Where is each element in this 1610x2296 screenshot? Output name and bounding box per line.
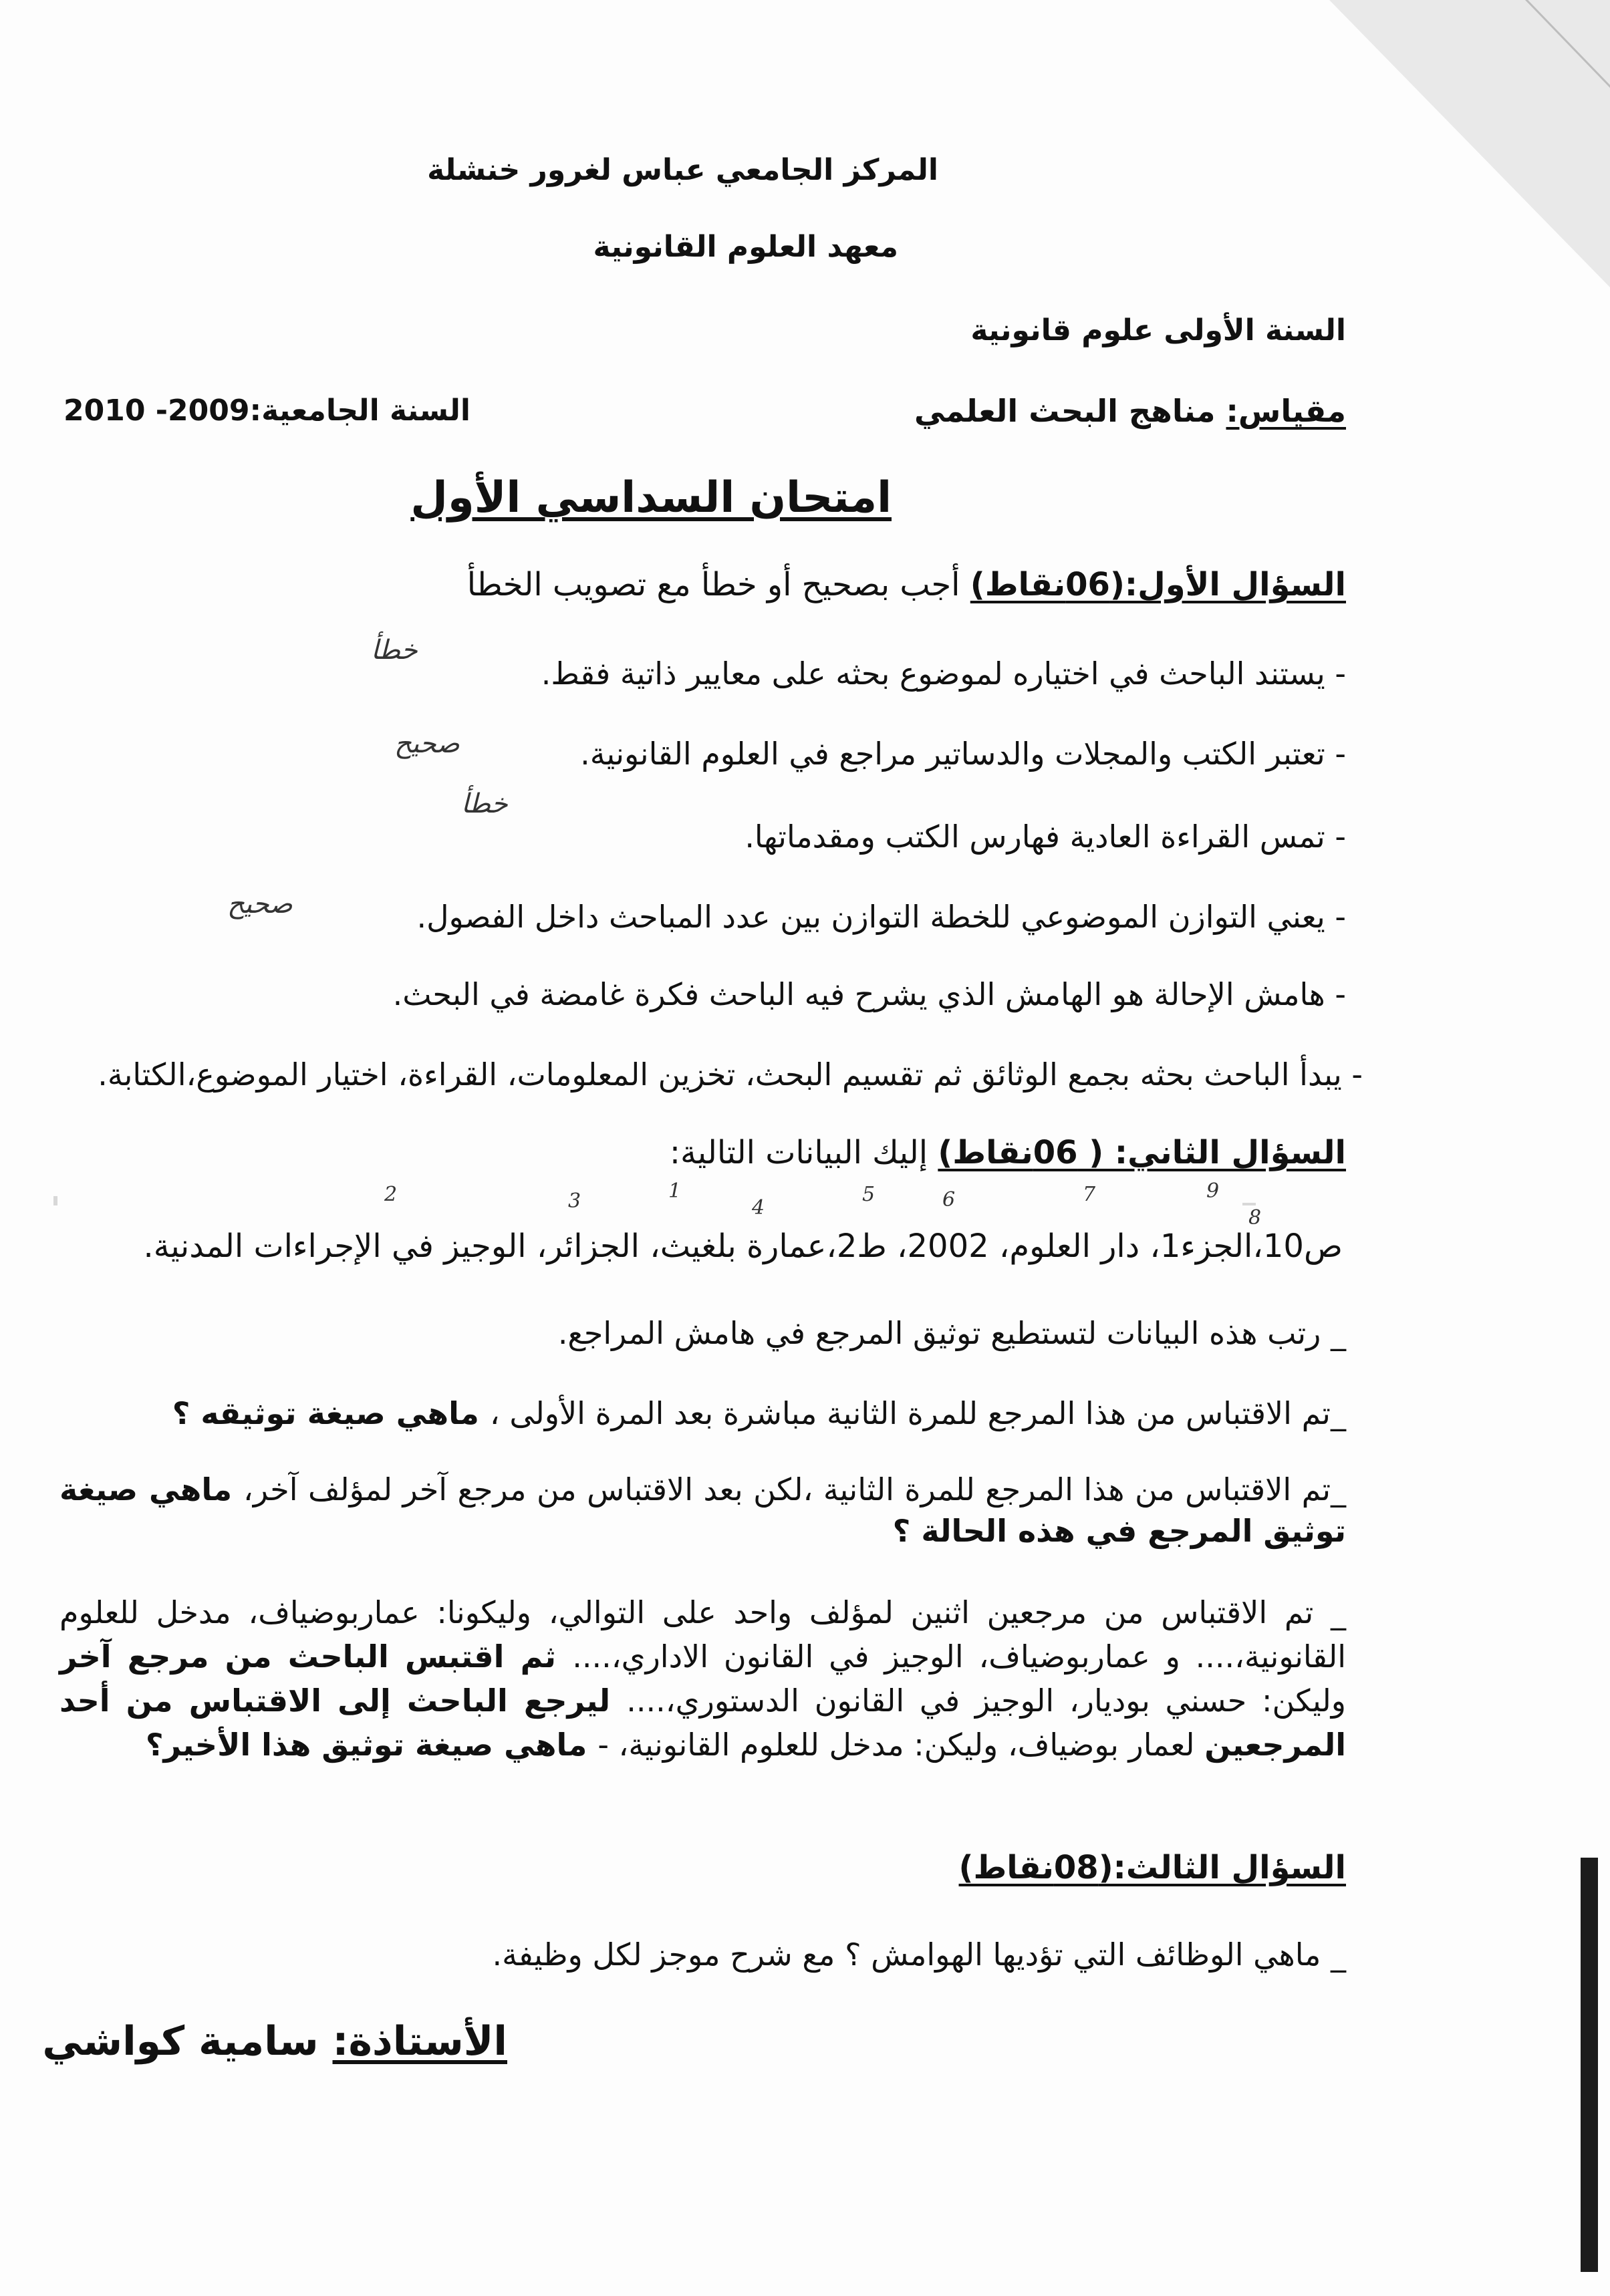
q1-item: - تعتبر الكتب والمجلات والدساتير مراجع في العلوم القانونية. <box>580 736 1346 772</box>
exam-title: امتحان السداسي الأول <box>410 473 892 523</box>
order-mark: 4 <box>752 1196 765 1219</box>
q2-intro: إليك البيانات التالية: <box>669 1134 928 1171</box>
q3-title: السؤال الثالث:(08نقاط) <box>958 1849 1346 1886</box>
q2-task <box>172 1393 1346 1433</box>
q2-task-question: ماهي صيغة توثيق المرجع في هذه الحالة ؟ <box>59 1471 1346 1549</box>
q1-item: - يستند الباحث في اختياره لموضوع بحثه على معايير ذاتية فقط. <box>541 656 1346 692</box>
q2-title: السؤال الثاني: ( 06نقاط) <box>938 1134 1346 1171</box>
handwritten-answer: خطأ <box>371 635 418 666</box>
q2-task-question: ماهي صيغة توثيقه ؟ <box>172 1395 490 1431</box>
q1-instruction: أجب بصحيح أو خطأ مع تصويب الخطأ <box>466 566 960 603</box>
order-mark: 1 <box>668 1179 682 1203</box>
q2-task-emphasis: ثم اقتبس الباحث من مرجع آخر <box>59 1638 573 1675</box>
order-mark: 9 <box>1206 1179 1220 1203</box>
handwritten-answer: صحيح <box>394 728 460 759</box>
q2-task-text: _تم الاقتباس من هذا المرجع للمرة الثانية ،لكن بعد الاقتباس من مرجع آخر لمؤلف آخر، <box>243 1471 1346 1508</box>
year-level: السنة الأولى علوم قانونية <box>970 313 1346 347</box>
teacher-label: الأستاذة: <box>332 2018 507 2065</box>
order-mark: 3 <box>568 1189 581 1213</box>
q2-data-line: ص10،الجزء1، دار العلوم، 2002، ط2،عمارة بلغيث، الجزائر، الوجيز في الإجراءات المدنية. <box>143 1228 1343 1265</box>
order-mark: 8 <box>1248 1206 1262 1230</box>
q1-item: - يعني التوازن الموضوعي للخطة التوازن بين عدد المباحث داخل الفصول. <box>416 899 1346 935</box>
scan-speck <box>1242 1203 1256 1205</box>
scan-speck <box>53 1196 57 1205</box>
teacher-signature-line <box>42 2015 507 2068</box>
q2-heading <box>670 1133 1346 1173</box>
order-mark: 2 <box>384 1183 398 1206</box>
module-name: مناهج البحث العلمي <box>914 393 1216 429</box>
module-label: مقياس: <box>1226 393 1346 429</box>
order-mark: 5 <box>862 1183 876 1206</box>
q2-task-emphasis: ليرجع الباحث إلى الاقتباس من أحد المرجعين <box>59 1683 1346 1763</box>
academic-year: السنة الجامعية:2009- 2010 <box>63 394 471 428</box>
handwritten-answer: صحيح <box>227 889 293 919</box>
module-line <box>914 391 1346 431</box>
q2-task-question: ماهي صيغة توثيق هذا الأخير؟ <box>145 1727 598 1763</box>
q2-task-text: _ تم الاقتباس من مرجعين اثنين لمؤلف واحد على التوالي، وليكونا: عماربوضياف، مدخل للعلوم القانونية،.... و عماربوضياف، الوجيز في القانون الاداري،.... <box>59 1594 1346 1675</box>
q1-heading <box>467 565 1346 605</box>
order-mark: 7 <box>1083 1183 1096 1206</box>
q2-task: _ رتب هذه البيانات لتستطيع توثيق المرجع في هامش المراجع. <box>557 1315 1346 1351</box>
q3-task: _ ماهي الوظائف التي تؤديها الهوامش ؟ مع شرح موجز لكل وظيفة. <box>492 1936 1346 1973</box>
q1-title: السؤال الأول:(06نقاط) <box>970 566 1346 603</box>
q2-task-text: وليكن: حسني بوديار، الوجيز في القانون الدستوري،.... <box>626 1683 1346 1719</box>
teacher-name: سامية كواشي <box>42 2018 319 2065</box>
scan-edge-bar <box>1581 1858 1598 2272</box>
q2-task-paragraph <box>59 1469 1346 1552</box>
institution-name: المركز الجامعي عباس لغرور خنشلة <box>427 153 938 187</box>
institute-name: معهد العلوم القانونية <box>593 230 898 264</box>
q1-item: - يبدأ الباحث بحثه بجمع الوثائق ثم تقسيم البحث، تخزين المعلومات، القراءة، اختيار الموضوع،الكتابة. <box>98 1056 1363 1093</box>
order-mark: 6 <box>942 1188 956 1211</box>
q2-task-text: لعمار بوضياف، وليكن: مدخل للعلوم القانونية، - <box>597 1727 1205 1763</box>
handwritten-answer: خطأ <box>461 788 508 819</box>
q1-item: - هامش الإحالة هو الهامش الذي يشرح فيه الباحث فكرة غامضة في البحث. <box>392 976 1346 1012</box>
q2-task-paragraph <box>59 1590 1346 1767</box>
q1-item: - تمس القراءة العادية فهارس الكتب ومقدماتها. <box>745 819 1346 855</box>
q2-task-text: _تم الاقتباس من هذا المرجع للمرة الثانية مباشرة بعد المرة الأولى ، <box>489 1395 1346 1431</box>
